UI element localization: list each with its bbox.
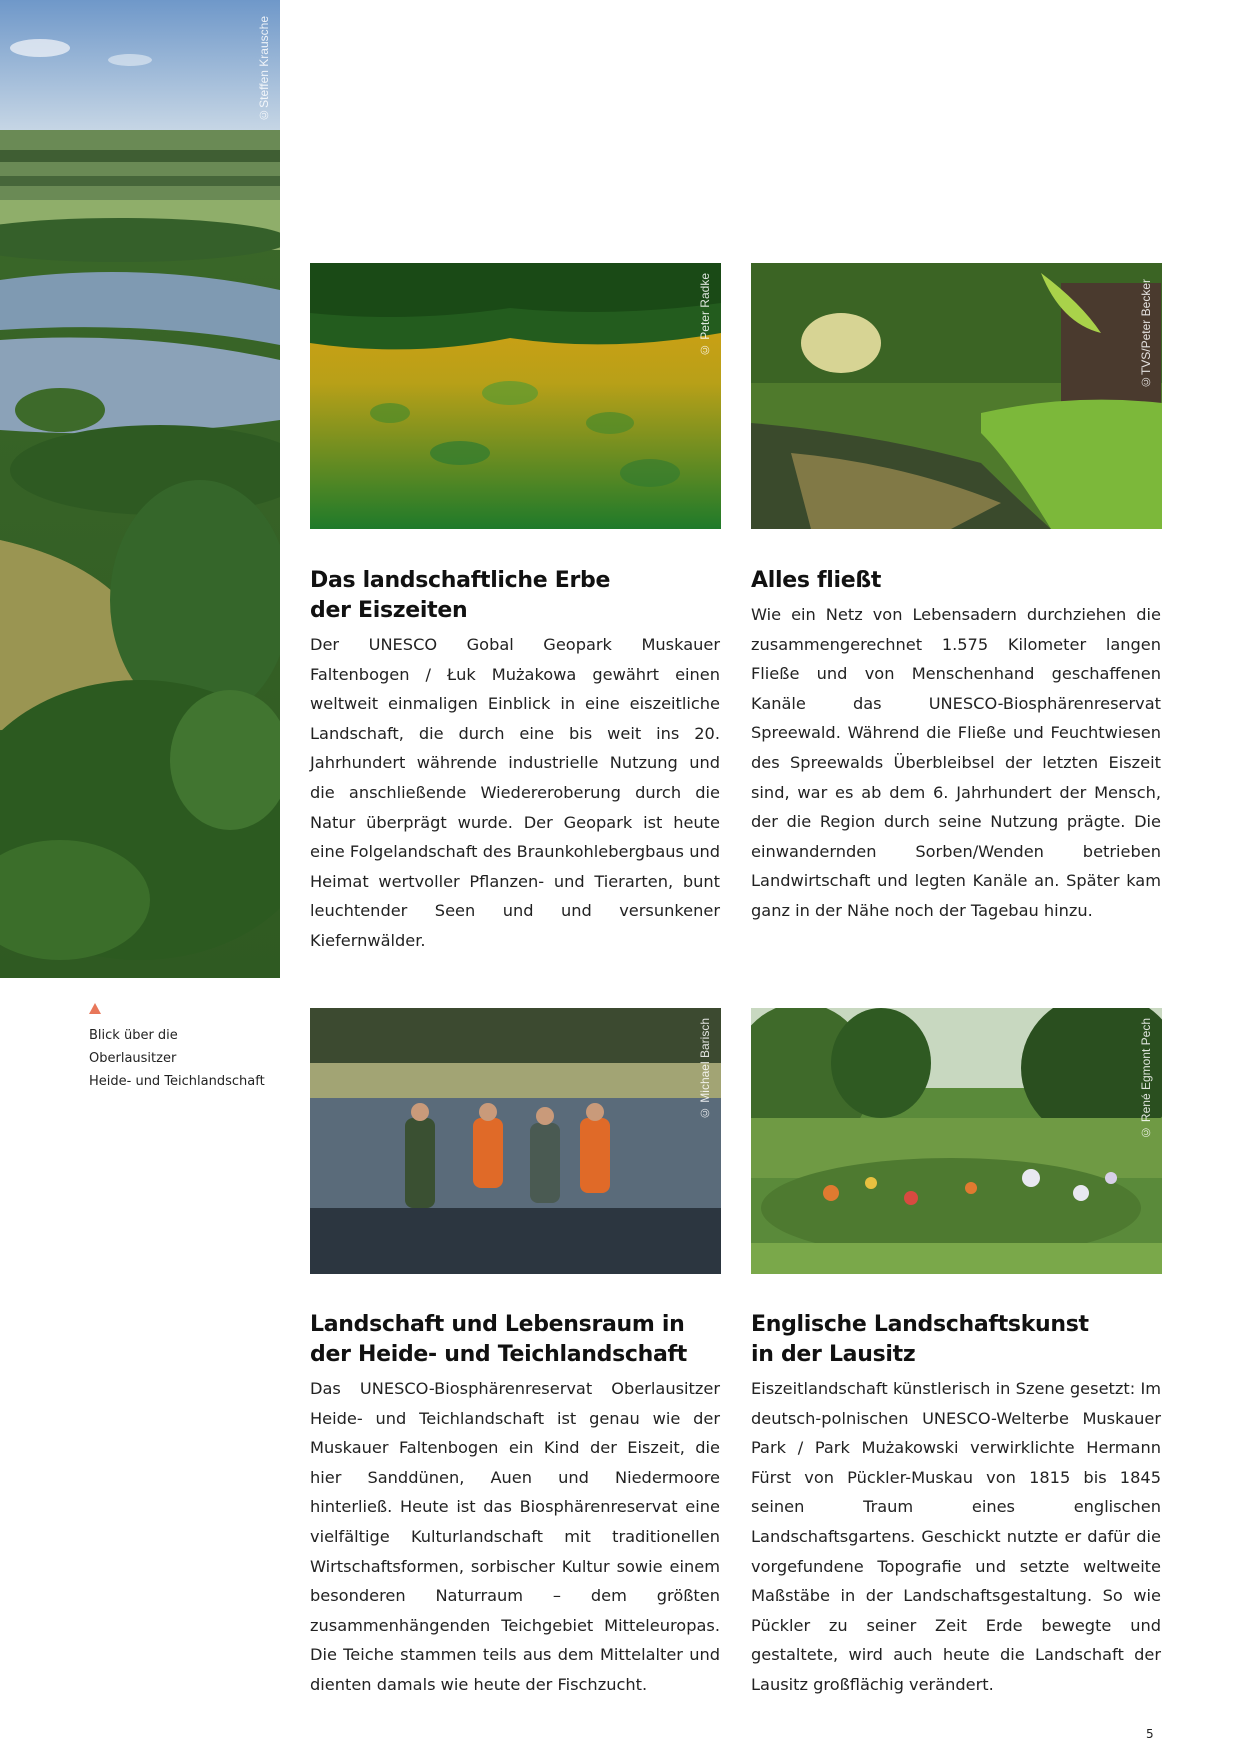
- article-title: [310, 566, 720, 626]
- article-title-line: der Eiszeiten: [310, 598, 468, 623]
- photo-credit: © Peter Radke: [698, 273, 712, 358]
- photo-credit: ©Steffen Krausche: [257, 16, 271, 122]
- photo-caption: [89, 1024, 269, 1093]
- article-spreewald: [751, 566, 1161, 926]
- article-title-line: Landschaft und Lebensraum in: [310, 1312, 685, 1337]
- page-number: 5: [1146, 1727, 1154, 1741]
- geopark-lake-photo: [310, 263, 721, 529]
- article-title-line: Das landschaftliche Erbe: [310, 568, 611, 593]
- article-body: Eiszeitlandschaft künstlerisch in Szene gesetzt: Im deutsch-polnischen UNESCO-Welterbe Muskauer Park / Park Mużakowski verwirklichte Hermann Fürst von Pückler-Muskau von 1815 bis 1845 seinen Traum eines englischen Landschaftsgartens. Geschickt nutzte er dafür die vorgefundene Topografie und setzte weltweite Maßstäbe in der Landschaftsgestaltung. So wie Pückler zu seiner Zeit Erde bewegte und gestaltete, wird auch heute die Landschaft der Lausitz großflächig verändert.: [751, 1379, 1161, 1694]
- aerial-landscape-photo: [0, 0, 280, 978]
- muskau-park-photo: [751, 1008, 1162, 1274]
- caption-line: Blick über die Oberlausitzer: [89, 1028, 178, 1066]
- photo-credit: © René Egmont Pech: [1139, 1018, 1153, 1140]
- article-title: [751, 566, 1161, 596]
- caption-marker-icon: [89, 1003, 101, 1014]
- article-title-line: in der Lausitz: [751, 1342, 916, 1367]
- fishing-pond-photo: [310, 1008, 721, 1274]
- article-body: Wie ein Netz von Lebensadern durchziehen die zusammengerechnet 1.575 Kilometer langen Fließe und von Menschenhand geschaffenen Kanäle das UNESCO-Biosphärenreservat Spreewald. Während die Fließe und Feuchtwiesen des Spreewalds Überbleibsel der letzten Eiszeit sind, war es ab dem 6. Jahrhundert der Mensch, der die Region durch seine Nutzung prägte. Die einwandernden Sorben/Wenden betrieben Landwirtschaft und legten Kanäle an. Später kam ganz in der Nähe noch der Tagebau hinzu.: [751, 605, 1161, 920]
- article-title-line: der Heide- und Teichlandschaft: [310, 1342, 688, 1367]
- photo-credit: © Michael Barisch: [698, 1018, 712, 1121]
- article-title: [310, 1310, 720, 1370]
- article-landschaftskunst: [751, 1310, 1161, 1700]
- photo-credit: ©TVS/Peter Becker: [1139, 279, 1153, 390]
- caption-line: Heide- und Teichlandschaft: [89, 1074, 265, 1089]
- spreewald-canal-photo: [751, 263, 1162, 529]
- article-body: Das UNESCO-Biosphärenreservat Oberlausitzer Heide- und Teichlandschaft ist genau wie der Muskauer Faltenbogen ein Kind der Eiszeit, die hier Sanddünen, Auen und Niedermoore hinterließ. Heute ist das Biosphärenreservat eine vielfältige Kulturlandschaft mit traditionellen Wirtschaftsformen, sorbischer Kultur sowie einem besonderen Naturraum – dem größten zusammenhängenden Teichgebiet Mitteleuropas. Die Teiche stammen teils aus dem Mittelalter und dienten damals wie heute der Fischzucht.: [310, 1379, 720, 1694]
- article-title-line: Alles fließt: [751, 568, 882, 593]
- article-heide-teich: [310, 1310, 720, 1700]
- article-title: [751, 1310, 1161, 1370]
- article-body: Der UNESCO Gobal Geopark Muskauer Faltenbogen / Łuk Mużakowa gewährt einen weltweit einmaligen Einblick in eine eiszeitliche Landschaft, die durch eine bis weit ins 20. Jahrhundert währende industrielle Nutzung und die anschließende Wiedereroberung durch die Natur überprägt wurde. Der Geopark ist heute eine Folgelandschaft des Braunkohlebergbaus und Heimat wertvoller Pflanzen- und Tierarten, bunt leuchtender Seen und und versunkener Kiefernwälder.: [310, 635, 720, 950]
- article-geopark: [310, 566, 720, 956]
- article-title-line: Englische Landschaftskunst: [751, 1312, 1089, 1337]
